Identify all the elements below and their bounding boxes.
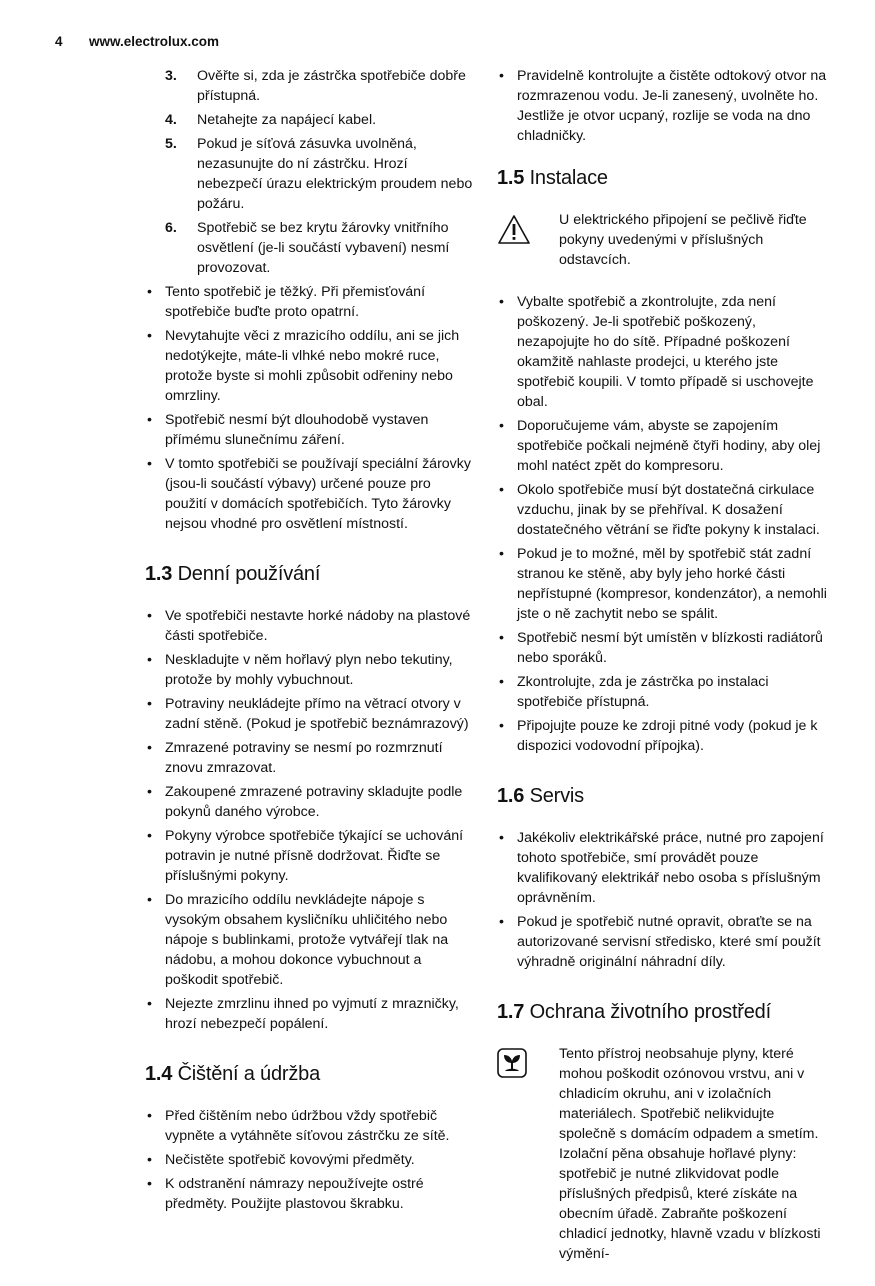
section-number: 1.7 bbox=[497, 1001, 525, 1023]
list-item: • Pravidelně kontrolujte a čistěte odtokový otvor na rozmrazenou vodu. Je-li zanesený, uvolněte ho. Jestliže je otvor ucpaný, rozlije se voda na dno chladničky. bbox=[497, 66, 827, 146]
list-item: • Pokyny výrobce spotřebiče týkající se uchování potravin je nutné přísně dodržovat. Řiďte se příslušnými pokyny. bbox=[145, 826, 475, 886]
right-column bbox=[497, 66, 827, 1286]
item-text: Netahejte za napájecí kabel. bbox=[197, 112, 377, 128]
section-heading-1-5 bbox=[497, 168, 827, 188]
section-title: Čištění a údržba bbox=[177, 1063, 320, 1085]
list-item: • Zkontrolujte, zda je zástrčka po instalaci spotřebiče přístupná. bbox=[497, 672, 827, 712]
numbered-item bbox=[145, 110, 475, 130]
list-item: • Spotřebič nesmí být umístěn v blízkosti radiátorů nebo sporáků. bbox=[497, 628, 827, 668]
section-number: 1.5 bbox=[497, 167, 525, 189]
item-number: 4. bbox=[165, 112, 177, 128]
item-number: 5. bbox=[165, 136, 177, 152]
notice-text: Tento přístroj neobsahuje plyny, které mohou poškodit ozónovou vrstvu, ani v chladicím okruhu, ani v izolačních materiálech. Spotřebič nelikvidujte společně s domácím odpadem a smetím. Izolační pěna obsahuje hořlavé plyny: spotřebič je nutné zlikvidovat podle příslušných předpisů, které získáte na obecním úřadě. Zabraňte poškození chladicí jednotky, hlavně vzadu v blízkosti výmění- bbox=[559, 1046, 821, 1262]
list-item: • Nečistěte spotřebič kovovými předměty. bbox=[145, 1150, 475, 1170]
list-item: • Neskladujte v něm hořlavý plyn nebo tekutiny, protože by mohly vybuchnout. bbox=[145, 650, 475, 690]
section-title: Denní používání bbox=[177, 563, 321, 585]
warning-icon bbox=[497, 214, 531, 246]
list-item: • V tomto spotřebiči se používají speciální žárovky (jsou-li součástí výbavy) určené pouze pro použití v domácích spotřebičích. Tyto žárovky nejsou vhodné pro osvětlení místností. bbox=[145, 454, 475, 534]
numbered-item bbox=[145, 134, 475, 214]
numbered-item bbox=[145, 66, 475, 106]
section-number: 1.4 bbox=[145, 1063, 173, 1085]
item-text: Pokud je síťová zásuvka uvolněná, nezasunujte do ní zástrčku. Hrozí nebezpečí úrazu elektrickým proudem nebo požáru. bbox=[197, 136, 473, 212]
section-heading-1-3 bbox=[145, 564, 475, 584]
page-number: 4 bbox=[55, 34, 63, 49]
section-title: Ochrana životního prostředí bbox=[529, 1001, 771, 1023]
list-item: • Zakoupené zmrazené potraviny skladujte podle pokynů daného výrobce. bbox=[145, 782, 475, 822]
list-item: • Potraviny neukládejte přímo na větrací otvory v zadní stěně. (Pokud je spotřebič beznámrazový) bbox=[145, 694, 475, 734]
list-item: • Zmrazené potraviny se nesmí po rozmrznutí znovu zmrazovat. bbox=[145, 738, 475, 778]
section-title: Servis bbox=[529, 785, 584, 807]
list-item: • K odstranění námrazy nepoužívejte ostré předměty. Použijte plastovou škrabku. bbox=[145, 1174, 475, 1214]
section-number: 1.6 bbox=[497, 785, 525, 807]
list-item: • Před čištěním nebo údržbou vždy spotřebič vypněte a vytáhněte síťovou zástrčku ze sítě. bbox=[145, 1106, 475, 1146]
list-item: • Jakékoliv elektrikářské práce, nutné pro zapojení tohoto spotřebiče, smí provádět pouze kvalifikovaný elektrikář nebo osoba s příslušným oprávněním. bbox=[497, 828, 827, 908]
list-item: • Tento spotřebič je těžký. Při přemisťování spotřebiče buďte proto opatrní. bbox=[145, 282, 475, 322]
notice-text: U elektrického připojení se pečlivě řiďte pokyny uvedenými v příslušných odstavcích. bbox=[559, 212, 807, 268]
list-item: • Do mrazicího oddílu nevkládejte nápoje s vysokým obsahem kysličníku uhličitého nebo nápoje s bublinkami, protože vytvářejí tlak na nádobu, a mohou dokonce vybuchnout a poškodit spotřebič. bbox=[145, 890, 475, 990]
list-item: • Spotřebič nesmí být dlouhodobě vystaven přímému slunečnímu záření. bbox=[145, 410, 475, 450]
list-item: • Okolo spotřebiče musí být dostatečná cirkulace vzduchu, jinak by se přehříval. K dosažení dostatečného větrání se řiďte pokyny k instalaci. bbox=[497, 480, 827, 540]
environment-notice bbox=[497, 1044, 827, 1264]
website-url: www.electrolux.com bbox=[89, 34, 220, 49]
list-item: • Nejezte zmrzlinu ihned po vyjmutí z mrazničky, hrozí nebezpečí popálení. bbox=[145, 994, 475, 1034]
list-item: • Ve spotřebiči nestavte horké nádoby na plastové části spotřebiče. bbox=[145, 606, 475, 646]
section-title: Instalace bbox=[529, 167, 608, 189]
list-item: • Připojujte pouze ke zdroji pitné vody (pokud je k dispozici vodovodní přípojka). bbox=[497, 716, 827, 756]
list-item: • Pokud je to možné, měl by spotřebič stát zadní stranou ke stěně, aby byly jeho horké části nepřístupné (kompresor, kondenzátor), a nemohli jste o ně zachytit nebo se spálit. bbox=[497, 544, 827, 624]
section-number: 1.3 bbox=[145, 563, 173, 585]
section-heading-1-6 bbox=[497, 786, 827, 806]
list-item: • Vybalte spotřebič a zkontrolujte, zda není poškozený. Je-li spotřebič poškozený, nezapojujte ho do sítě. Případné poškození okamžitě nahlaste prodejci, u kterého jste spotřebič koupili. V tomto případě si uschovejte obal. bbox=[497, 292, 827, 412]
item-text: Ověřte si, zda je zástrčka spotřebiče dobře přístupná. bbox=[197, 68, 466, 104]
warning-notice bbox=[497, 210, 827, 270]
numbered-item bbox=[145, 218, 475, 278]
list-item: • Pokud je spotřebič nutné opravit, obraťte se na autorizované servisní středisko, které smí použít výhradně originální náhradní díly. bbox=[497, 912, 827, 972]
environment-icon bbox=[497, 1048, 527, 1078]
left-column bbox=[145, 66, 475, 1218]
section-heading-1-7 bbox=[497, 1002, 827, 1022]
list-item: • Doporučujeme vám, abyste se zapojením spotřebiče počkali nejméně čtyři hodiny, aby olej mohl natéct zpět do kompresoru. bbox=[497, 416, 827, 476]
item-text: Spotřebič se bez krytu žárovky vnitřního osvětlení (je-li součástí vybavení) nesmí provozovat. bbox=[197, 220, 450, 276]
page-header bbox=[55, 34, 219, 49]
item-number: 3. bbox=[165, 68, 177, 84]
section-heading-1-4 bbox=[145, 1064, 475, 1084]
list-item: • Nevytahujte věci z mrazicího oddílu, ani se jich nedotýkejte, máte-li vlhké nebo mokré ruce, protože byste si mohli způsobit odřeniny nebo omrzliny. bbox=[145, 326, 475, 406]
item-number: 6. bbox=[165, 220, 177, 236]
